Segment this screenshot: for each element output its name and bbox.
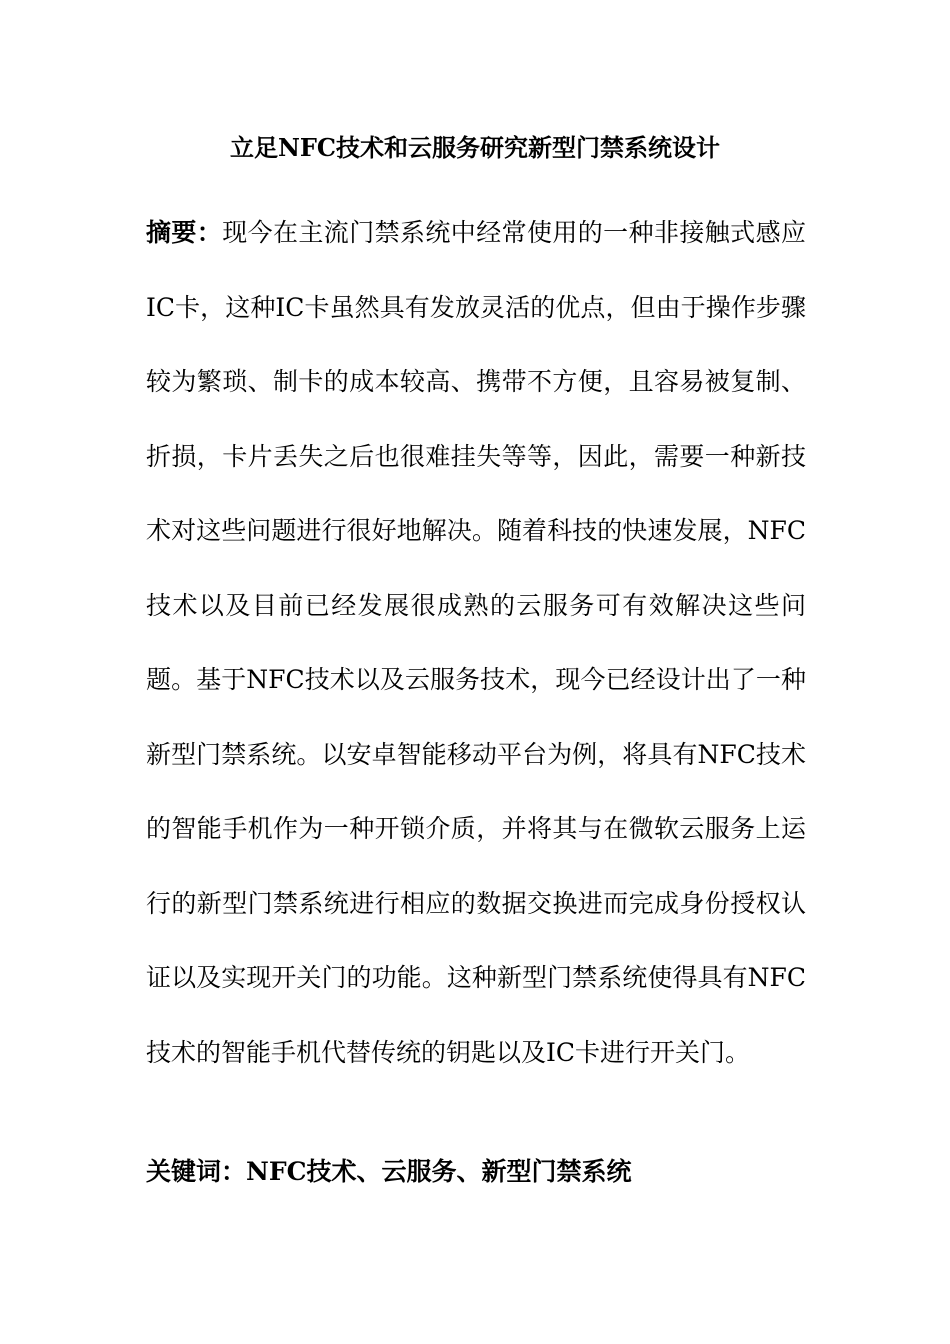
abstract-paragraph [146, 196, 806, 1090]
keywords-line: 关键词：NFC技术、云服务、新型门禁系统 [146, 1157, 632, 1186]
abstract-text: 现今在主流门禁系统中经常使用的一种非接触式感应IC卡，这种IC卡虽然具有发放灵活的优点，但由于操作步骤较为繁琐、制卡的成本较高、携带不方便，且容易被复制、折损，卡片丢失之后也很难挂失等等，因此，需要一种新技术对这些问题进行很好地解决。随着科技的快速发展，NFC技术以及目前已经发展很成熟的云服务可有效解决这些问题。基于NFC技术以及云服务技术，现今已经设计出了一种新型门禁系统。以安卓智能移动平台为例，将具有NFC技术的智能手机作为一种开锁介质，并将其与在微软云服务上运行的新型门禁系统进行相应的数据交换进而完成身份授权认证以及实现开关门的功能。这种新型门禁系统使得具有NFC技术的智能手机代替传统的钥匙以及IC卡进行开关门。 [146, 218, 806, 1067]
document-title: 立足NFC技术和云服务研究新型门禁系统设计 [229, 133, 721, 162]
abstract-label: 摘要： [146, 218, 223, 247]
